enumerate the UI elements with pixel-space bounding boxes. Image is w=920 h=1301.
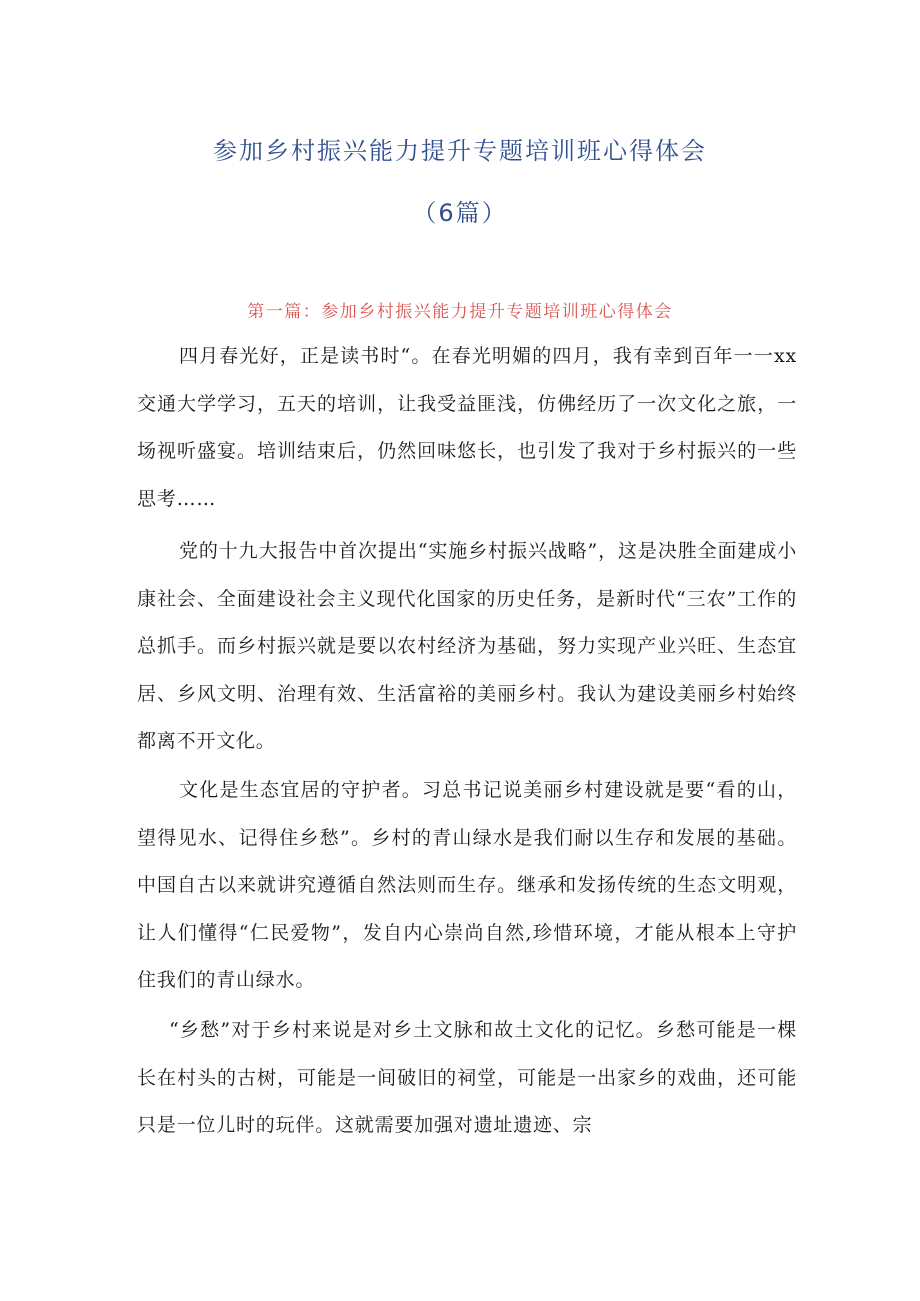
section-heading: 第一篇：参加乡村振兴能力提升专题培训班心得体会 <box>247 302 673 322</box>
body-paragraph: 四月春光好，正是读书时“。在春光明媚的四月，我有幸到百年一一xx交通大学学习，五天的培训，让我受益匪浅，仿佛经历了一次文化之旅，一场视听盛宴。培训结束后，仍然回味悠长，也引发了我对于乡村振兴的一些思考…… <box>137 345 797 510</box>
body-paragraph: “乡愁”对于乡村来说是对乡土文脉和故土文化的记忆。乡愁可能是一棵长在村头的古树，可能是一间破旧的祠堂，可能是一出家乡的戏曲，还可能只是一位儿时的玩伴。这就需要加强对遗址遗迹、宗 <box>137 1019 797 1136</box>
document-subtitle-count: （6篇） <box>412 199 508 227</box>
document-title: 参加乡村振兴能力提升专题培训班心得体会 <box>213 137 707 165</box>
body-paragraph: 党的十九大报告中首次提出“实施乡村振兴战略”，这是决胜全面建成小康社会、全面建设社会主义现代化国家的历史任务，是新时代“三农”工作的总抓手。而乡村振兴就是要以农村经济为基础，努力实现产业兴旺、生态宜居、乡风文明、治理有效、生活富裕的美丽乡村。我认为建设美丽乡村始终都离不开文化。 <box>137 540 797 752</box>
body-paragraph: 文化是生态宜居的守护者。习总书记说美丽乡村建设就是要“看的山，望得见水、记得住乡愁”。乡村的青山绿水是我们耐以生存和发展的基础。中国自古以来就讲究遵循自然法则而生存。继承和发扬传统的生态文明观，让人们懂得“仁民爱物”，发自内心崇尚自然,珍惜环境，才能从根本上守护住我们的青山绿水。 <box>137 779 797 991</box>
